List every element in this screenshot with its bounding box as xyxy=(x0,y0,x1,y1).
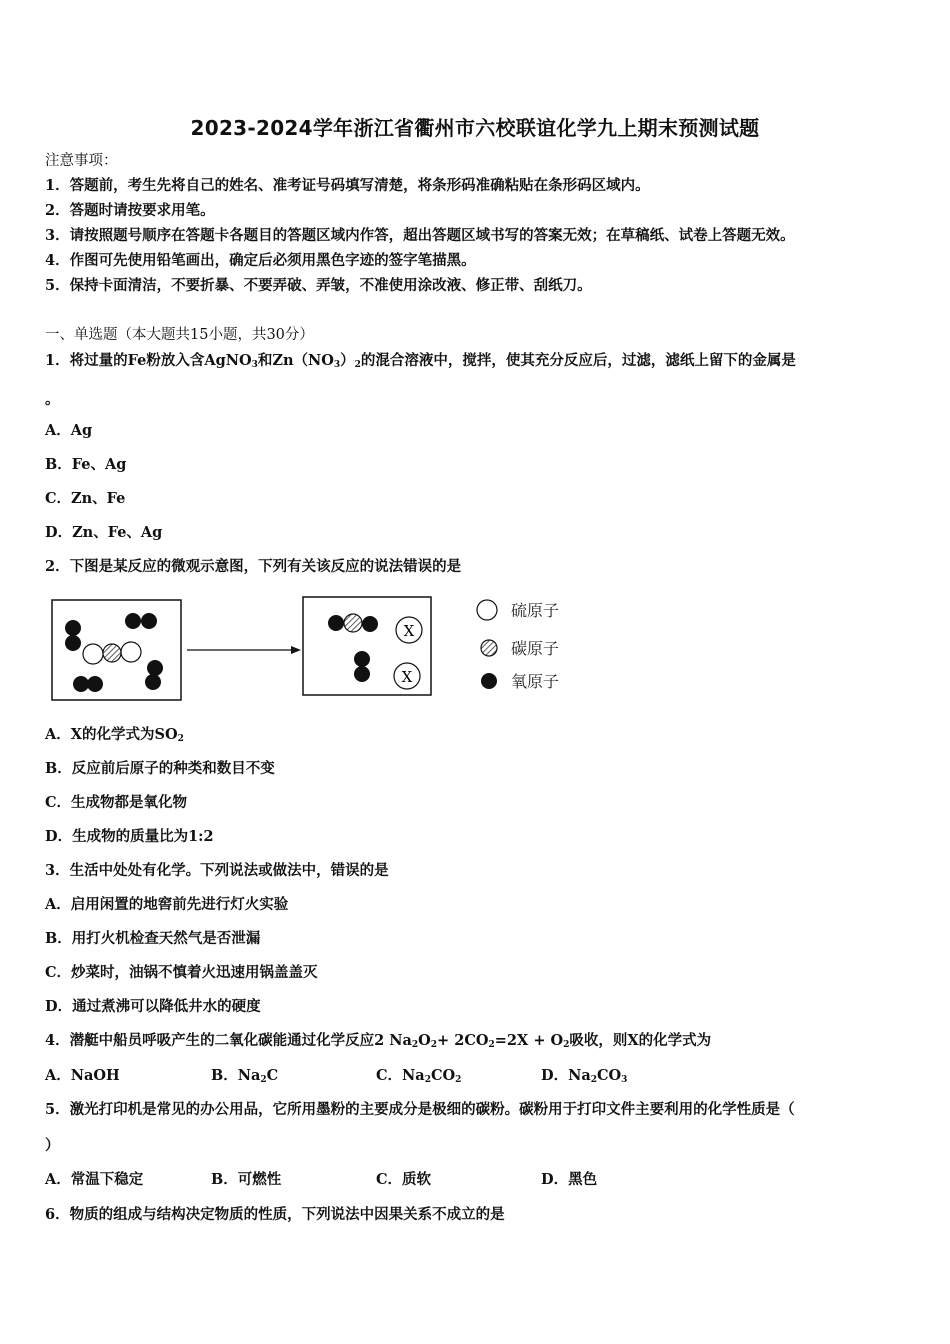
reactant-o2-molecule-1 xyxy=(125,613,157,629)
legend-sulfur xyxy=(477,600,559,620)
notice-item-1: 1．答题前，考生先将自己的姓名、准考证号码填写清楚，将条形码准确粘贴在条形码区域内。 xyxy=(45,177,650,194)
q1-option-b[interactable]: B．Fe、Ag xyxy=(45,456,127,473)
reactant-o2-molecule-3 xyxy=(145,660,163,690)
product-x-molecule-2 xyxy=(394,663,420,689)
question-6-stem: 6．物质的组成与结构决定物质的性质，下列说法中因果关系不成立的是 xyxy=(45,1206,505,1223)
q2-option-b[interactable]: B．反应前后原子的种类和数目不变 xyxy=(45,760,275,777)
q3-option-d[interactable]: D．通过煮沸可以降低井水的硬度 xyxy=(45,998,261,1015)
q4-option-d[interactable]: D．$Na_2CO_3$ xyxy=(541,1067,628,1085)
reaction-diagram-svg xyxy=(45,592,605,704)
x-label-1: X xyxy=(403,622,415,640)
reactant-cs2-molecule xyxy=(83,642,141,664)
q1-option-d[interactable]: D．Zn、Fe、Ag xyxy=(45,524,163,541)
q1-option-c[interactable]: C．Zn、Fe xyxy=(45,490,126,507)
q5-option-b[interactable]: B．可燃性 xyxy=(211,1171,282,1188)
product-o2-molecule xyxy=(354,651,370,682)
question-5-stem-end: ） xyxy=(45,1137,60,1154)
notice-item-5: 5．保持卡面清洁，不要折暴、不要弄破、弄皱，不准使用涂改液、修正带、刮纸刀。 xyxy=(45,277,592,294)
q4-option-b[interactable]: B．$Na_2C$ xyxy=(211,1067,279,1085)
notice-item-3: 3．请按照题号顺序在答题卡各题目的答题区域内作答，超出答题区域书写的答案无效；在草稿纸、试卷上答题无效。 xyxy=(45,227,795,244)
notice-item-2: 2．答题时请按要求用笔。 xyxy=(45,202,215,219)
section-heading: 一、单选题（本大题共15小题，共30分） xyxy=(45,327,314,343)
q2-option-a[interactable]: A．X的化学式为$SO_2$ xyxy=(45,726,184,744)
legend-oxygen xyxy=(481,672,559,691)
q5-option-d[interactable]: D．黑色 xyxy=(541,1171,598,1188)
q5-option-a[interactable]: A．常温下稳定 xyxy=(45,1171,144,1188)
q4-option-a[interactable]: A．NaOH xyxy=(45,1067,120,1084)
reactant-o2-molecule-2 xyxy=(65,620,81,651)
legend-carbon-label: 碳原子 xyxy=(511,639,560,658)
legend-carbon xyxy=(481,639,559,658)
product-co2-molecule xyxy=(328,614,378,632)
question-2-stem: 2．下图是某反应的微观示意图，下列有关该反应的说法错误的是 xyxy=(45,558,462,575)
q2-option-c[interactable]: C．生成物都是氧化物 xyxy=(45,794,188,811)
q2-option-d[interactable]: D．生成物的质量比为1:2 xyxy=(45,828,214,845)
q3-option-a[interactable]: A．启用闲置的地窖前先进行灯火实验 xyxy=(45,896,289,913)
notice-header: 注意事项： xyxy=(45,153,118,169)
q1-option-a[interactable]: A．Ag xyxy=(45,422,93,439)
question-4-stem: 4．潜艇中船员呼吸产生的二氧化碳能通过化学反应2 $Na_2O_2+ 2CO_2=2X + O_2$吸收，则X的化学式为 xyxy=(45,1032,712,1050)
question-1-stem-end: 。 xyxy=(45,391,60,408)
x-label-2: X xyxy=(401,668,413,686)
page-title: 2023-2024学年浙江省衢州市六校联谊化学九上期末预测试题 xyxy=(190,116,760,140)
product-x-molecule-1 xyxy=(396,617,422,643)
legend-sulfur-label: 硫原子 xyxy=(511,601,560,620)
q3-option-b[interactable]: B．用打火机检查天然气是否泄漏 xyxy=(45,930,261,947)
q3-option-c[interactable]: C．炒菜时，油锅不慎着火迅速用锅盖盖灭 xyxy=(45,964,318,981)
q4-option-c[interactable]: C．$Na_2CO_2$ xyxy=(376,1067,462,1085)
q5-option-c[interactable]: C．质软 xyxy=(376,1171,432,1188)
reactant-o2-molecule-4 xyxy=(73,676,103,692)
legend-oxygen-label: 氧原子 xyxy=(511,672,560,691)
reaction-diagram xyxy=(45,592,605,704)
question-1-stem: 1．将过量的Fe粉放入含AgNO$_3$和$Zn(NO_3)_2$的混合溶液中，搅拌，使其充分反应后，过滤，滤纸上留下的金属是 xyxy=(45,352,796,370)
reaction-arrow-head xyxy=(291,646,301,654)
notice-item-4: 4．作图可先使用铅笔画出，确定后必须用黑色字迹的签字笔描黑。 xyxy=(45,252,476,269)
question-3-stem: 3．生活中处处有化学。下列说法或做法中，错误的是 xyxy=(45,862,389,879)
question-5-stem: 5．激光打印机是常见的办公用品，它所用墨粉的主要成分是极细的碳粉。碳粉用于打印文件主要利用的化学性质是（ xyxy=(45,1101,795,1118)
